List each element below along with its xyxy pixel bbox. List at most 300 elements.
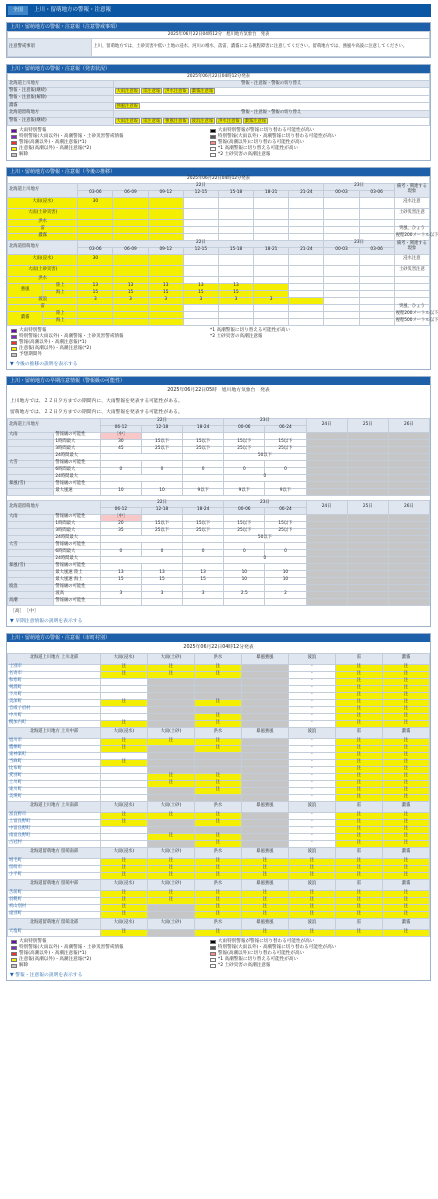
forecast-note bbox=[394, 290, 429, 297]
early-cell bbox=[388, 446, 429, 453]
legend-swatch bbox=[11, 940, 17, 944]
metric-label: 最大風速 bbox=[54, 488, 100, 495]
forecast-cell bbox=[254, 197, 289, 208]
early-cell: 0 bbox=[183, 467, 224, 474]
municipal-cell: 注 bbox=[382, 826, 429, 833]
status-advisories bbox=[113, 88, 430, 96]
forecast-cell bbox=[113, 208, 148, 219]
forecast-cell bbox=[218, 233, 253, 240]
table-row bbox=[8, 500, 430, 507]
hour-label: 21-24 bbox=[289, 247, 324, 254]
table-row bbox=[8, 311, 430, 318]
forecast-cell bbox=[289, 304, 324, 311]
forecast-cell bbox=[359, 197, 394, 208]
forecast-cell bbox=[113, 265, 148, 276]
column-header: 雷 bbox=[335, 879, 382, 890]
early-cell: 25以下 bbox=[141, 528, 182, 535]
table-row bbox=[8, 671, 430, 678]
municipality-name: 増毛町 bbox=[8, 858, 101, 865]
table-row bbox=[8, 840, 430, 847]
municipal-cell bbox=[100, 826, 147, 833]
forecast-cell bbox=[289, 297, 324, 304]
column-header: 濃霧 bbox=[382, 727, 429, 738]
legend-text: *1 高潮警報に切り替える可能性が高い bbox=[209, 328, 291, 334]
municipal-cell: 注 bbox=[335, 738, 382, 745]
forecast-cell bbox=[289, 318, 324, 325]
table-row bbox=[8, 110, 430, 117]
forecast-cell bbox=[183, 208, 218, 219]
municipal-cell: 注 bbox=[100, 664, 147, 671]
municipal-cell: 注 bbox=[382, 720, 429, 727]
date-label: 23日 bbox=[324, 183, 394, 190]
column-header: 雷 bbox=[335, 653, 382, 664]
municipal-cell bbox=[241, 787, 288, 794]
legend-swatch bbox=[210, 135, 216, 139]
forecast-cell: 13 bbox=[78, 283, 113, 290]
early-help-link[interactable]: ▼ 早期注意情報の説明を表示する bbox=[10, 618, 83, 624]
forecast-cell bbox=[359, 311, 394, 318]
municipal-table bbox=[7, 653, 430, 937]
hour-label: 03-06 bbox=[78, 190, 113, 197]
municipal-cell bbox=[241, 794, 288, 801]
municipal-cell: 注 bbox=[335, 858, 382, 865]
municipal-cell: 注 bbox=[100, 738, 147, 745]
phenomenon-label: 強風 bbox=[8, 283, 43, 297]
metric-label: 6時間最大 bbox=[54, 549, 100, 556]
municipal-cell: 注 bbox=[100, 904, 147, 911]
early-cell bbox=[388, 481, 429, 488]
municipal-cell: 注 bbox=[100, 911, 147, 918]
municipal-cell: 注 bbox=[335, 787, 382, 794]
forecast-note: 浸水注意 bbox=[394, 197, 429, 208]
municipal-cell: - bbox=[288, 671, 335, 678]
column-header: 大雨(土砂) bbox=[147, 653, 194, 664]
early-cell bbox=[141, 598, 182, 605]
phenomenon-label: 暴風(雪) bbox=[8, 481, 54, 488]
municipal-help-link[interactable]: ▼ 警報・注意報の説明を表示する bbox=[10, 972, 83, 978]
table-row bbox=[8, 240, 430, 247]
hour-label: 21-24 bbox=[289, 190, 324, 197]
early-cell: 9以下 bbox=[265, 488, 306, 495]
legend-text: 特別警報(大雨以外)・高潮警報に切り替わる可能性が高い bbox=[217, 945, 337, 951]
municipal-cell bbox=[100, 706, 147, 713]
forecast-cell bbox=[148, 318, 183, 325]
column-header: 雷 bbox=[335, 847, 382, 858]
municipal-cell: 注 bbox=[147, 780, 194, 787]
municipal-cell: 注 bbox=[194, 929, 241, 936]
early-cell: 25以下 bbox=[265, 446, 306, 453]
table-row bbox=[8, 685, 430, 692]
municipal-cell: 注 bbox=[100, 865, 147, 872]
legend-swatch bbox=[210, 958, 216, 962]
early-cell: 15以下 bbox=[141, 439, 182, 446]
early-cell: 10 bbox=[100, 488, 141, 495]
forecast-cell bbox=[254, 283, 289, 290]
municipal-cell: - bbox=[288, 766, 335, 773]
table-row bbox=[8, 183, 430, 190]
early-cell bbox=[347, 481, 388, 488]
column-header: 波浪 bbox=[288, 847, 335, 858]
phenomenon-label bbox=[8, 549, 54, 556]
municipality-name: 南富良野町 bbox=[8, 833, 101, 840]
early-cell bbox=[388, 570, 429, 577]
legend-swatch bbox=[210, 940, 216, 944]
municipal-cell: - bbox=[288, 699, 335, 706]
column-header: 大雨(浸水) bbox=[100, 879, 147, 890]
column-header: 波浪 bbox=[288, 801, 335, 812]
municipal-cell bbox=[100, 678, 147, 685]
municipal-cell: 注 bbox=[241, 872, 288, 879]
forecast-cell bbox=[289, 254, 324, 265]
forecast-note: 突風、ひょう bbox=[394, 304, 429, 311]
municipal-cell bbox=[100, 833, 147, 840]
status-section-title: 上川・留萌地方の警報・注意報（発表状況） bbox=[7, 65, 430, 73]
early-cell bbox=[306, 542, 347, 549]
municipal-cell: 注 bbox=[382, 812, 429, 819]
municipal-cell: 注 bbox=[335, 929, 382, 936]
early-cell: 13 bbox=[100, 570, 141, 577]
forecast-cell bbox=[324, 197, 359, 208]
metric-label: 6時間最大 bbox=[54, 467, 100, 474]
status-advisories bbox=[113, 95, 430, 102]
early-cell: 35 bbox=[100, 528, 141, 535]
hour-label: 03-06 bbox=[78, 247, 113, 254]
early-cell: 15 bbox=[141, 577, 182, 584]
forecast-cell bbox=[324, 283, 359, 290]
hour-label: 18-24 bbox=[183, 507, 224, 514]
column-header: 雷 bbox=[335, 918, 382, 929]
early-cell bbox=[388, 563, 429, 570]
municipal-cell: 注 bbox=[147, 773, 194, 780]
municipal-legend bbox=[7, 937, 430, 971]
early-cell bbox=[306, 577, 347, 584]
municipality-name: 士別市 bbox=[8, 664, 101, 671]
forecast-cell bbox=[254, 311, 289, 318]
metric-label: 最大風速 海上 bbox=[54, 577, 100, 584]
early-cell bbox=[100, 453, 182, 460]
early-cell bbox=[306, 474, 347, 481]
municipality-name: 遠別町 bbox=[8, 911, 101, 918]
column-header: 暴風強風 bbox=[241, 879, 288, 890]
forecast-cell bbox=[359, 297, 394, 304]
early-cell bbox=[183, 556, 224, 563]
table-row bbox=[8, 318, 430, 325]
metric-label: 24時間最大 bbox=[54, 535, 100, 542]
table-row bbox=[8, 488, 430, 495]
table-row bbox=[8, 74, 430, 81]
municipal-cell: 注 bbox=[100, 890, 147, 897]
municipal-cell: 注 bbox=[335, 759, 382, 766]
forecast-cell bbox=[183, 197, 218, 208]
municipal-cell: 注 bbox=[335, 699, 382, 706]
legend-text: *1 高潮警報に切り替える可能性が高い bbox=[217, 146, 299, 152]
municipal-cell: 注 bbox=[382, 872, 429, 879]
column-header: 暴風強風 bbox=[241, 847, 288, 858]
phenomenon-label: 波浪 bbox=[8, 584, 54, 591]
phenomenon-label: 大雨(浸水) bbox=[8, 197, 78, 208]
municipality-name: 上富良野町 bbox=[8, 819, 101, 826]
early-cell bbox=[388, 556, 429, 563]
forecast-cell bbox=[254, 276, 289, 283]
municipal-cell bbox=[147, 904, 194, 911]
forecast-section-title: 上川・留萌地方の警報・注意報（今後の推移） bbox=[7, 168, 430, 176]
group-header: 北海道留萌地方 留萌中部 bbox=[8, 879, 101, 890]
caution-section bbox=[6, 22, 431, 58]
early-cell bbox=[388, 460, 429, 467]
early-cell bbox=[306, 535, 347, 542]
home-tab[interactable]: 全国 bbox=[8, 6, 28, 15]
early-cell bbox=[388, 453, 429, 460]
forecast-cell bbox=[148, 197, 183, 208]
early-cell: 0 bbox=[141, 467, 182, 474]
municipal-cell: - bbox=[288, 812, 335, 819]
table-row bbox=[8, 819, 430, 826]
advisory-badge: 洪水注意報 bbox=[165, 89, 187, 94]
municipal-cell: 注 bbox=[288, 865, 335, 872]
metric-label: 24時間最大 bbox=[54, 474, 100, 481]
municipal-cell: 注 bbox=[194, 780, 241, 787]
forecast-cell bbox=[324, 226, 359, 233]
phenomenon-label: 濃霧 bbox=[8, 311, 43, 325]
legend-text: 大雨特別警報 bbox=[19, 328, 47, 334]
early-cell: 25以下 bbox=[141, 446, 182, 453]
forecast-cell bbox=[148, 304, 183, 311]
municipal-cell: 注 bbox=[335, 904, 382, 911]
early-cell bbox=[347, 577, 388, 584]
forecast-cell bbox=[359, 233, 394, 240]
municipal-cell bbox=[147, 692, 194, 699]
early-cell: 10 bbox=[265, 570, 306, 577]
early-cell: 10 bbox=[224, 570, 265, 577]
forecast-cell bbox=[218, 208, 253, 219]
municipal-cell: 注 bbox=[288, 904, 335, 911]
advisory-badge: 雷注意報 bbox=[142, 118, 161, 124]
date-label: 23日 bbox=[224, 500, 306, 507]
hour-label: 18-21 bbox=[254, 247, 289, 254]
municipal-cell bbox=[241, 678, 288, 685]
municipal-cell bbox=[100, 685, 147, 692]
advisory-badge: 雷注意報 bbox=[142, 89, 161, 94]
municipality-name: 中川町 bbox=[8, 713, 101, 720]
area-name: 北海道留萌地方 bbox=[8, 110, 114, 117]
municipal-cell: 注 bbox=[335, 671, 382, 678]
caution-text: 上川、留萌地方では、土砂災害や低い土地の浸水、河川の増水、落雷、濃霧による視程障害に注意してください。留萌地方では、強風や高波に注意してください。 bbox=[92, 39, 430, 57]
early-cell bbox=[306, 432, 347, 439]
forecast-cell: 3 bbox=[148, 297, 183, 304]
legend-swatch bbox=[11, 135, 17, 139]
forecast-cell bbox=[148, 265, 183, 276]
municipal-cell: 注 bbox=[335, 685, 382, 692]
table-row bbox=[8, 102, 430, 110]
municipal-cell bbox=[241, 840, 288, 847]
municipal-cell: 注 bbox=[194, 890, 241, 897]
metric-label: 3時間最大 bbox=[54, 528, 100, 535]
municipality-name: 当麻町 bbox=[8, 759, 101, 766]
table-row bbox=[8, 276, 430, 283]
municipal-cell: 注 bbox=[382, 664, 429, 671]
legend-swatch bbox=[210, 964, 216, 968]
municipal-cell: 注 bbox=[100, 872, 147, 879]
column-header: 大雨(土砂) bbox=[147, 801, 194, 812]
municipal-cell: 注 bbox=[194, 738, 241, 745]
date-label: 26日 bbox=[388, 418, 429, 432]
sub-label: 海上 bbox=[43, 318, 78, 325]
municipality-name: 初山別村 bbox=[8, 904, 101, 911]
municipal-cell: 注 bbox=[100, 671, 147, 678]
area-name: 北海道上川地方 bbox=[8, 418, 101, 432]
forecast-cell bbox=[218, 254, 253, 265]
forecast-cell bbox=[289, 276, 324, 283]
status-kind: 濃霧 bbox=[8, 102, 114, 110]
municipal-cell: 注 bbox=[382, 858, 429, 865]
early-cell bbox=[347, 563, 388, 570]
forecast-cell bbox=[324, 219, 359, 226]
forecast-cell bbox=[113, 233, 148, 240]
forecast-cell bbox=[78, 226, 113, 233]
phenomenon-label bbox=[8, 570, 54, 577]
area-name: 北海道上川地方 bbox=[8, 81, 114, 88]
forecast-cell bbox=[289, 208, 324, 219]
municipal-cell: 注 bbox=[335, 780, 382, 787]
municipal-cell: 注 bbox=[288, 858, 335, 865]
municipal-cell bbox=[194, 678, 241, 685]
date-label: 22日 bbox=[100, 418, 223, 425]
forecast-cell bbox=[324, 297, 359, 304]
municipal-cell bbox=[147, 819, 194, 826]
table-row bbox=[8, 879, 430, 890]
municipal-cell: 注 bbox=[147, 812, 194, 819]
early-cell bbox=[306, 481, 347, 488]
early-cell bbox=[347, 460, 388, 467]
municipal-cell: 注 bbox=[147, 890, 194, 897]
group-header: 北海道上川地方 上川中部 bbox=[8, 727, 101, 738]
early-cell bbox=[265, 598, 306, 605]
municipal-cell: - bbox=[288, 752, 335, 759]
forecast-cell bbox=[218, 197, 253, 208]
table-row bbox=[8, 95, 430, 102]
hour-label: 09-12 bbox=[148, 190, 183, 197]
legend-swatch bbox=[11, 329, 17, 333]
municipality-name: 幌加内町 bbox=[8, 720, 101, 727]
early-cell: 15 bbox=[100, 577, 141, 584]
municipal-cell: 注 bbox=[100, 897, 147, 904]
early-cell bbox=[347, 584, 388, 591]
municipal-cell: 注 bbox=[382, 911, 429, 918]
table-row bbox=[8, 911, 430, 918]
date-label: 24日 bbox=[306, 500, 347, 514]
municipal-cell: 注 bbox=[147, 865, 194, 872]
forecast-note: 視程200メートル以下 bbox=[395, 233, 438, 239]
metric-label: 最大風速 陸上 bbox=[54, 570, 100, 577]
date-label: 22日 bbox=[78, 183, 324, 190]
legend-swatch bbox=[11, 129, 17, 133]
forecast-cell bbox=[78, 208, 113, 219]
early-cell: 15以下 bbox=[183, 521, 224, 528]
note-header: 備考・関連する現象 bbox=[394, 183, 429, 197]
municipal-cell: 注 bbox=[382, 897, 429, 904]
column-header: 暴風強風 bbox=[241, 727, 288, 738]
forecast-issued: 2025年06月22日04時12分発表 bbox=[8, 176, 430, 183]
forecast-cell bbox=[218, 311, 253, 318]
early-cell bbox=[347, 542, 388, 549]
municipal-cell: 注 bbox=[100, 745, 147, 752]
municipal-section bbox=[6, 633, 431, 981]
area-header: 警報・注意報・警報の切り替え bbox=[113, 81, 430, 88]
early-cell bbox=[347, 549, 388, 556]
forecast-note: 土砂災害注意 bbox=[394, 265, 429, 276]
forecast-cell bbox=[183, 318, 218, 325]
column-header: 濃霧 bbox=[382, 918, 429, 929]
column-header: 波浪 bbox=[288, 653, 335, 664]
forecast-help-link[interactable]: ▼ 今後の推移の説明を表示する bbox=[10, 361, 78, 367]
early-cell bbox=[347, 453, 388, 460]
forecast-cell: 13 bbox=[218, 283, 253, 290]
legend-swatch bbox=[210, 147, 216, 151]
early-cell bbox=[306, 521, 347, 528]
municipal-cell: 注 bbox=[147, 833, 194, 840]
phenomenon-label: 大雨(土砂災害) bbox=[8, 265, 78, 276]
legend-text: 特別警報(大雨以外)・高潮警報に切り替わる可能性が高い bbox=[217, 134, 337, 140]
municipal-cell bbox=[241, 720, 288, 727]
early-cell: 50以下 bbox=[224, 453, 306, 460]
early-cell: 0 bbox=[224, 474, 306, 481]
forecast-cell bbox=[218, 318, 253, 325]
municipal-cell: 注 bbox=[335, 840, 382, 847]
phenomenon-label bbox=[8, 488, 54, 495]
group-header: 北海道上川地方 上川南部 bbox=[8, 801, 101, 812]
legend-item bbox=[210, 963, 401, 969]
table-row bbox=[8, 653, 430, 664]
column-header: 大雨(土砂) bbox=[147, 879, 194, 890]
legend-swatch bbox=[210, 153, 216, 157]
early-cell: 0 bbox=[224, 467, 265, 474]
phenomenon-label bbox=[8, 439, 54, 446]
legend-text: 警報(高潮以外)・高潮注意報(*1) bbox=[19, 140, 87, 146]
table-row bbox=[8, 584, 430, 591]
legend-swatch bbox=[11, 946, 17, 950]
forecast-cell bbox=[78, 219, 113, 226]
municipal-cell: 注 bbox=[194, 897, 241, 904]
municipal-cell: - bbox=[288, 713, 335, 720]
municipal-cell bbox=[147, 794, 194, 801]
municipality-name: 音威子府村 bbox=[8, 706, 101, 713]
municipality-name: 羽幌町 bbox=[8, 897, 101, 904]
municipal-cell: 注 bbox=[335, 773, 382, 780]
municipality-name: 中富良野町 bbox=[8, 826, 101, 833]
municipal-cell: 注 bbox=[382, 865, 429, 872]
sub-label: 海上 bbox=[43, 290, 78, 297]
municipal-cell: 注 bbox=[382, 713, 429, 720]
group-header: 北海道留萌地方 留萌南部 bbox=[8, 847, 101, 858]
municipal-cell: 注 bbox=[100, 929, 147, 936]
forecast-cell: 30 bbox=[78, 197, 113, 208]
municipal-cell bbox=[147, 720, 194, 727]
legend-swatch bbox=[11, 141, 17, 145]
phenomenon-label: 波浪 bbox=[8, 297, 78, 304]
forecast-cell bbox=[218, 219, 253, 226]
early-cell bbox=[347, 446, 388, 453]
municipal-cell bbox=[147, 678, 194, 685]
forecast-cell bbox=[113, 318, 148, 325]
municipal-cell: 注 bbox=[100, 699, 147, 706]
legend-text: 特別警報(大雨以外)・高潮警報・土砂災害警戒情報 bbox=[19, 134, 124, 140]
municipal-cell bbox=[241, 692, 288, 699]
status-kind: 警報・注意報(継続) bbox=[8, 88, 114, 96]
legend-swatch bbox=[11, 964, 17, 968]
forecast-cell bbox=[183, 219, 218, 226]
municipal-cell: - bbox=[288, 745, 335, 752]
early-cell bbox=[183, 535, 224, 542]
